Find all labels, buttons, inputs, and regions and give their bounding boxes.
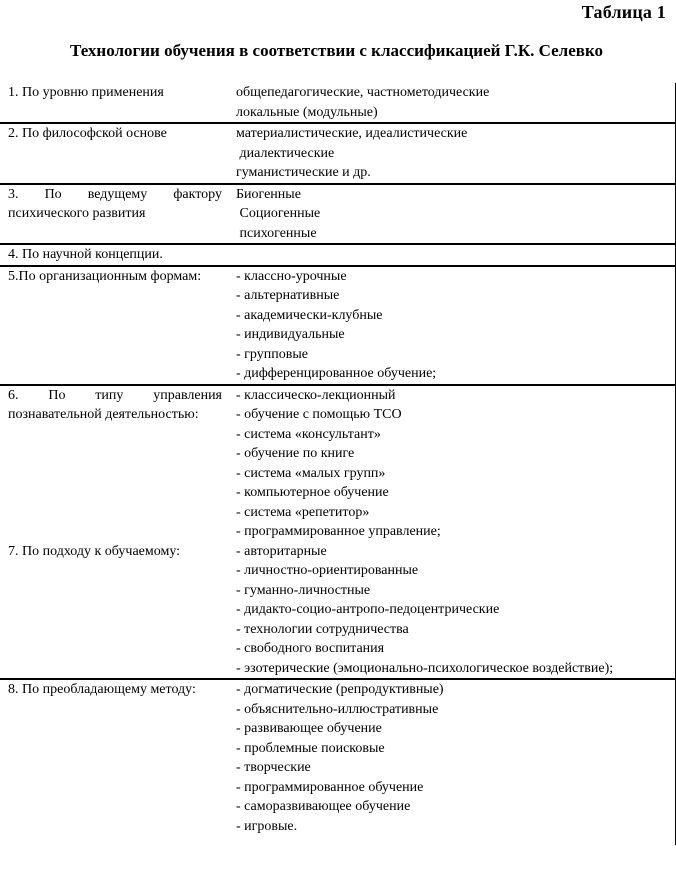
value-line: - индивидуальные xyxy=(236,327,345,342)
value-line: - проблемные поисковые xyxy=(236,740,385,756)
table-row xyxy=(0,185,675,246)
values-cell xyxy=(236,267,675,384)
table-row xyxy=(0,124,675,185)
value-line: - дифференцированное обучение; xyxy=(236,366,437,381)
value-line: общепедагогические, частнометодические xyxy=(236,85,490,100)
value-line: - личностно-ориентированные xyxy=(236,563,419,578)
value-line: - классическо-лекционный xyxy=(236,387,396,403)
values-cell xyxy=(236,124,675,183)
value-line: - объяснительно-иллюстративные xyxy=(236,701,439,717)
criterion-cell: 8. По преобладающему методу: xyxy=(8,682,196,697)
criterion-cell: 5.По организационным формам: xyxy=(8,268,202,284)
value-line: локальные (модульные) xyxy=(236,104,378,120)
value-line: - творческие xyxy=(236,760,311,775)
table-row xyxy=(0,386,675,542)
table-row xyxy=(0,542,675,681)
value-line: диалектические xyxy=(236,145,335,161)
value-line: - компьютерное обучение xyxy=(236,485,389,500)
value-line: - авторитарные xyxy=(236,543,327,559)
value-line: - программированное управление; xyxy=(236,524,441,539)
value-line: - система «малых групп» xyxy=(236,465,386,481)
value-line: - система «консультант» xyxy=(236,426,381,442)
values-cell xyxy=(236,185,675,244)
value-line: - система «репетитор» xyxy=(236,504,370,520)
value-line: - альтернативные xyxy=(236,288,340,303)
table-row xyxy=(0,680,675,845)
table-row xyxy=(0,267,675,386)
value-line: - академически-клубные xyxy=(236,307,383,323)
value-line: материалистические, идеалистические xyxy=(236,126,468,141)
value-line: - игровые. xyxy=(236,818,298,834)
value-line: - саморазвивающее обучение xyxy=(236,799,411,814)
value-line: - обучение по книге xyxy=(236,446,355,461)
values-cell xyxy=(236,542,675,679)
value-line: - развивающее обучение xyxy=(236,721,382,736)
value-line: - групповые xyxy=(236,346,308,362)
value-line: - программированное обучение xyxy=(236,779,424,795)
value-line: - гуманно-личностные xyxy=(236,582,371,598)
criterion-cell: 2. По философской основе xyxy=(8,126,167,141)
values-cell xyxy=(236,83,675,122)
criterion-cell: 7. По подходу к обучаемому: xyxy=(8,543,181,559)
criterion-cell: 3. По ведущему фактору психического развития xyxy=(8,186,222,221)
value-line: психогенные xyxy=(236,225,317,241)
value-line: - эзотерические (эмоционально-психологическое воздействие); xyxy=(236,660,614,676)
value-line: - обучение с помощью ТСО xyxy=(236,407,402,422)
value-line: гуманистические и др. xyxy=(236,165,371,180)
values-cell xyxy=(236,386,675,542)
value-line: Социогенные xyxy=(236,206,321,221)
table-row xyxy=(0,83,675,124)
value-line: - дидакто-социо-антропо-педоцентрические xyxy=(236,602,500,617)
criterion-cell: 6. По типу управления познавательной деятельностью: xyxy=(8,387,222,422)
value-line: - технологии сотрудничества xyxy=(236,621,409,637)
value-line: Биогенные xyxy=(236,186,301,202)
values-cell xyxy=(236,680,675,836)
table-label: Таблица 1 xyxy=(581,2,666,22)
table-title: Технологии обучения в соответствии с классификацией Г.К. Селевко xyxy=(70,41,604,60)
value-line: - свободного воспитания xyxy=(236,641,385,656)
classification-table xyxy=(0,83,676,845)
criterion-cell: 4. По научной концепции. xyxy=(8,247,163,262)
table-row xyxy=(0,245,675,267)
value-line: - догматические (репродуктивные) xyxy=(236,682,444,697)
value-line: - классно-урочные xyxy=(236,268,347,284)
criterion-cell: 1. По уровню применения xyxy=(8,85,164,100)
